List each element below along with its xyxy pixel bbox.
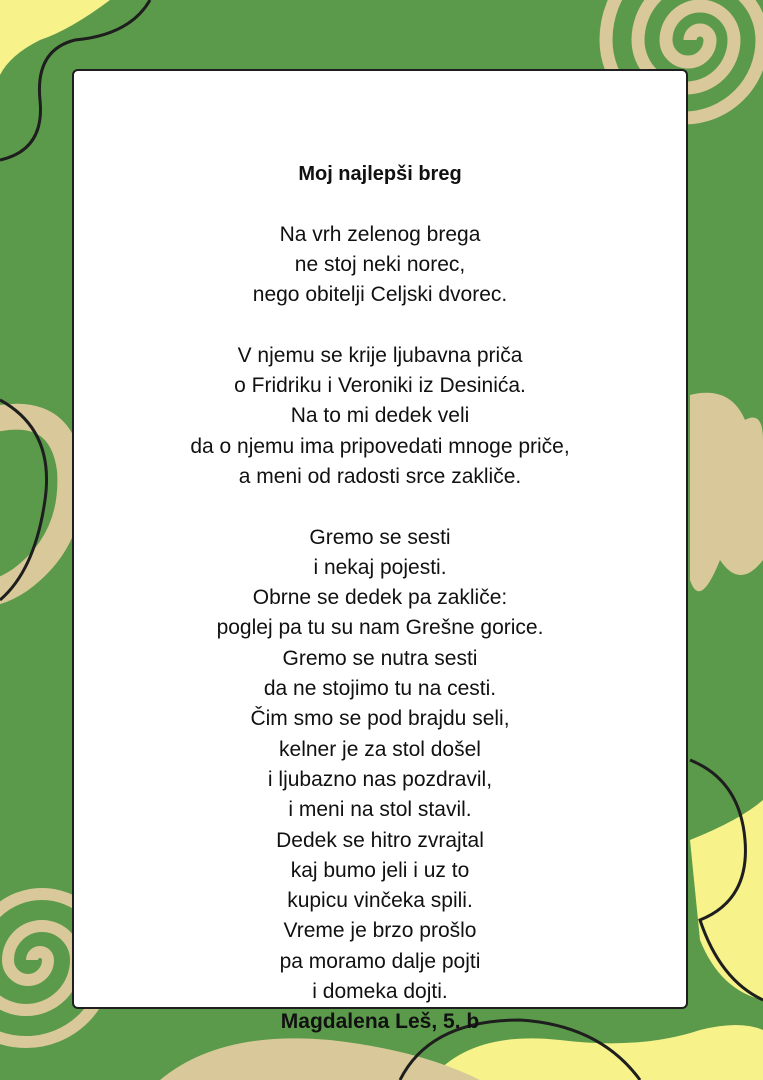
poem-author: Magdalena Leš, 5. b (280, 1010, 480, 1034)
poem-title: Moj najlepši breg (298, 163, 462, 185)
poem-line: kupicu vinčeka spili. (287, 889, 473, 913)
poem-line: Gremo se sesti (309, 525, 451, 549)
poem-line: pa moramo dalje pojti (279, 949, 481, 973)
poem-line: ne stoj neki norec, (294, 252, 466, 276)
swirl-left (0, 417, 70, 594)
splat-right (690, 393, 763, 591)
poem-line: i ljubazno nas pozdravil, (267, 767, 493, 791)
poem-line: o Fridriku i Veroniki iz Desinića. (234, 374, 526, 398)
poem-line: kelner je za stol došel (279, 737, 481, 761)
poem-line: i nekaj pojesti. (313, 555, 447, 579)
poem-line: Vreme je brzo prošlo (283, 919, 477, 943)
beige-blob-bottom (160, 1038, 480, 1080)
poem-line: Čim smo se pod brajdu seli, (250, 707, 510, 731)
poem-line: V njemu se krije ljubavna priča (237, 343, 523, 367)
stanza-gap (74, 310, 686, 340)
stanza-gap (74, 492, 686, 522)
poem-line: Gremo se nutra sesti (282, 646, 478, 670)
poem-line: a meni od radosti srce zakliče. (238, 464, 522, 488)
poem-line: Dedek se hitro zvrajtal (276, 828, 484, 852)
stanza-3 (74, 523, 686, 1008)
poem (74, 159, 686, 1038)
poem-line: Na vrh zelenog brega (279, 222, 481, 246)
poem-line: da ne stojimo tu na cesti. (263, 677, 497, 701)
poem-line: nego obitelji Celjski dvorec. (252, 283, 508, 307)
stanza-1 (74, 220, 686, 311)
poem-line: i meni na stol stavil. (288, 798, 472, 822)
stanza-gap (74, 189, 686, 219)
poem-line: kaj bumo jeli i uz to (290, 858, 470, 882)
poem-line: Na to mi dedek veli (290, 404, 470, 428)
stanza-2 (74, 341, 686, 492)
poem-line: poglej pa tu su nam Grešne gorice. (216, 616, 544, 640)
poem-card (72, 69, 688, 1034)
poem-line: i domeka dojti. (312, 980, 448, 1004)
poem-line: da o njemu ima pripovedati mnoge priče, (190, 434, 570, 458)
poem-line: Obrne se dedek pa zakliče: (252, 586, 508, 610)
